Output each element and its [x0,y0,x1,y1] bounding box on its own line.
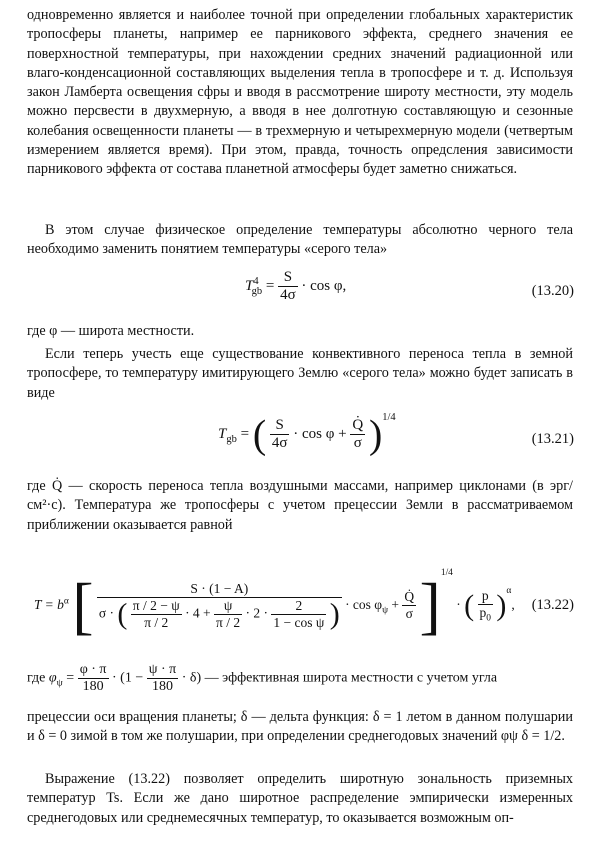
eq3-f1 [131,598,182,631]
eq3-q-fraction [402,589,416,622]
eq3-p-den-wrap [478,605,493,624]
eq1-fraction [278,269,298,304]
eq3-q-num: Q̇ [404,589,415,605]
eq4-b-den: 180 [151,679,173,694]
eq3-p-right-paren: ) [496,588,507,622]
eq2-mid: · cos φ + [293,426,347,442]
eq2-fraction-2 [350,417,365,452]
eq2-left-paren: ( [252,411,267,457]
eq4-a-den: 180 [82,679,104,694]
paragraph-6: Выражение (13.22) позволяет определить широтную зональность приземных температур Ts. Если же дано широтное распределение эмпирически измеренных среднегодовых или среднемесячных температур, то оказывается возможным оп- [27,771,573,826]
eq3-f2-num: ψ [214,598,242,615]
eq3-alpha: α [63,596,69,607]
eq1-lhs: T [245,277,254,294]
eq3-plus: + [391,597,400,612]
eq3-right-bracket: ] [419,569,441,641]
eq2-right-paren: ) [368,411,383,457]
equation-13-21: $T_{gb}$ = ( $\frac{S}{4\sigma}$ · cos φ + $\frac{Q̇}{\sigma}$ )$^{1/4}$ [218,411,396,457]
eq3-lhs: T = b [34,597,64,612]
eq4-fraction-b [147,662,179,695]
note-1: где φ — широта местности. [27,323,195,339]
equation-number-13-22: (13.22) [531,597,574,613]
eq3-f2 [214,598,242,631]
eq2-num2: Q̇ [352,417,364,434]
eq3-p-den-sub: 0 [486,613,491,624]
eq4-b-num: ψ · π [148,662,177,677]
eq4-tail: · δ) [181,670,202,686]
eq3-cos: · cos φ [345,597,383,612]
eq4-desc: — эффективная широта местности с учетом угла [204,670,498,686]
eq3-left-bracket: [ [72,569,94,641]
paragraph-2: В этом случае физическое определение температуры абсолютно черного тела необходимо заменить понятием температуры «серого тела» [27,222,573,258]
eq3-sigma: σ · [98,605,115,621]
equation-13-20: $T^4_{gb}$ = $\frac{S}{4\sigma}$ · cos φ, [245,269,347,303]
eq3-denominator [97,598,342,631]
eq3-cos-sub: ψ [382,605,389,616]
eq2-lhs: T [218,426,227,442]
paragraph-3: Если теперь учесть еще существование конвективного переноса тепла в земной тропосфере, то температуру имитирующего Землю «серого тела» можно будет записать в виде [27,346,573,401]
eq4-a-num: φ · π [79,662,107,677]
eq2-sub: gb [226,434,237,445]
equation-phi-psi [27,662,497,695]
eq3-f3-den: 1 − cos ψ [273,614,325,630]
eq3-power: 1/4 [440,568,453,578]
equation-number-13-21: (13.21) [531,431,574,447]
eq4-mid: · (1 − [112,670,144,686]
paragraph-1: одновременно является и наиболее точной при определении глобальных характеристик тропосферы планеты, например ее парникового эффекта, среднего значения ее поверхностной температуры, при нахождении средних значений радиационной или влаго-конденсационной составляющих выделения тепла в тропосфере и т. д. Используя закон Ламберта освещения сфры и вводя в рассмотрение широту местности, эту модель можно персвести в двухмерную, а вводя в нее долготную составляющую и сезонные колебания освещенности планеты — в трехмерную и четырехмерную модели (четвертым измерением является время). При этом, правда, точность опредсления зависимости парникового эффекта от состава планетной атмосферы будет заметно снижаться. [27,7,573,178]
eq3-p-left-paren: ( [464,588,475,622]
eq1-sup: 4 [253,275,259,287]
eq3-f1-num: π / 2 − ψ [132,597,180,613]
eq3-q-den: σ [405,606,413,622]
eq1-tail: · cos φ, [301,277,347,294]
eq2-fraction-1 [270,417,290,452]
equation-13-22: $T = b^\alpha$ [ S · (1 − A) σ · ( $\frac{\pi / 2 - \psi}{\pi / 2}$ · 4 + $\frac{\psi}{\pi / 2}$ · 2 · $\frac{2}{\text{1 − cos ψ}}$ ) · $\cos \varphi_\psi$ + $\frac{Q̇}{\sigma}$ ]$^{1/4}$ · ( $\frac{p}{p_0}$ )$^\alpha$, [34,568,515,641]
eq2-den1: 4σ [271,435,288,452]
eq3-p-num: p [478,588,493,605]
eq3-inner-left-paren: ( [117,597,128,631]
eq3-f3 [271,598,326,631]
eq4-lhs-sub: ψ [56,677,63,689]
eq3-f1-den: π / 2 [144,614,169,630]
eq3-p-den: p [479,605,487,621]
eq3-numerator: S · (1 − A) [97,581,342,598]
eq4-lhs: φ [48,670,57,686]
eq4-fraction-a [78,662,109,695]
eq2-power: 1/4 [382,412,396,423]
eq4-where: где [27,670,46,686]
eq3-f3-num: 2 [271,598,326,615]
eq3-p-alpha: α [506,586,512,596]
eq3-p-fraction [478,588,493,624]
eq3-times4: · 4 + [185,605,211,621]
eq2-den2: σ [353,435,362,452]
paragraph-4: где Q̇ — скорость переноса тепла воздушными массами, например циклонами (в эрг/см²·с). Температура же тропосферы с учетом прецессии Земли в рассматриваемом приближении оказывается равной [27,478,573,533]
eq3-main-fraction [97,581,342,631]
eq4-eq: = [66,670,75,686]
eq2-num1: S [270,417,290,435]
eq3-inner-right-paren: ) [329,597,340,631]
eq1-den: 4σ [280,287,296,303]
eq1-sub: gb [251,285,263,297]
eq3-f2-den: π / 2 [216,614,241,630]
eq1-num: S [278,269,298,287]
paragraph-5: прецессии оси вращения планеты; δ — дельта функция: δ = 1 летом в данном полушарии и δ = 0 зимой в том же полушарии, при определении среднегодовых значений φψ δ = 1/2. [27,709,573,745]
eq3-times2: · 2 · [245,605,268,621]
equation-number-13-20: (13.20) [531,283,574,299]
